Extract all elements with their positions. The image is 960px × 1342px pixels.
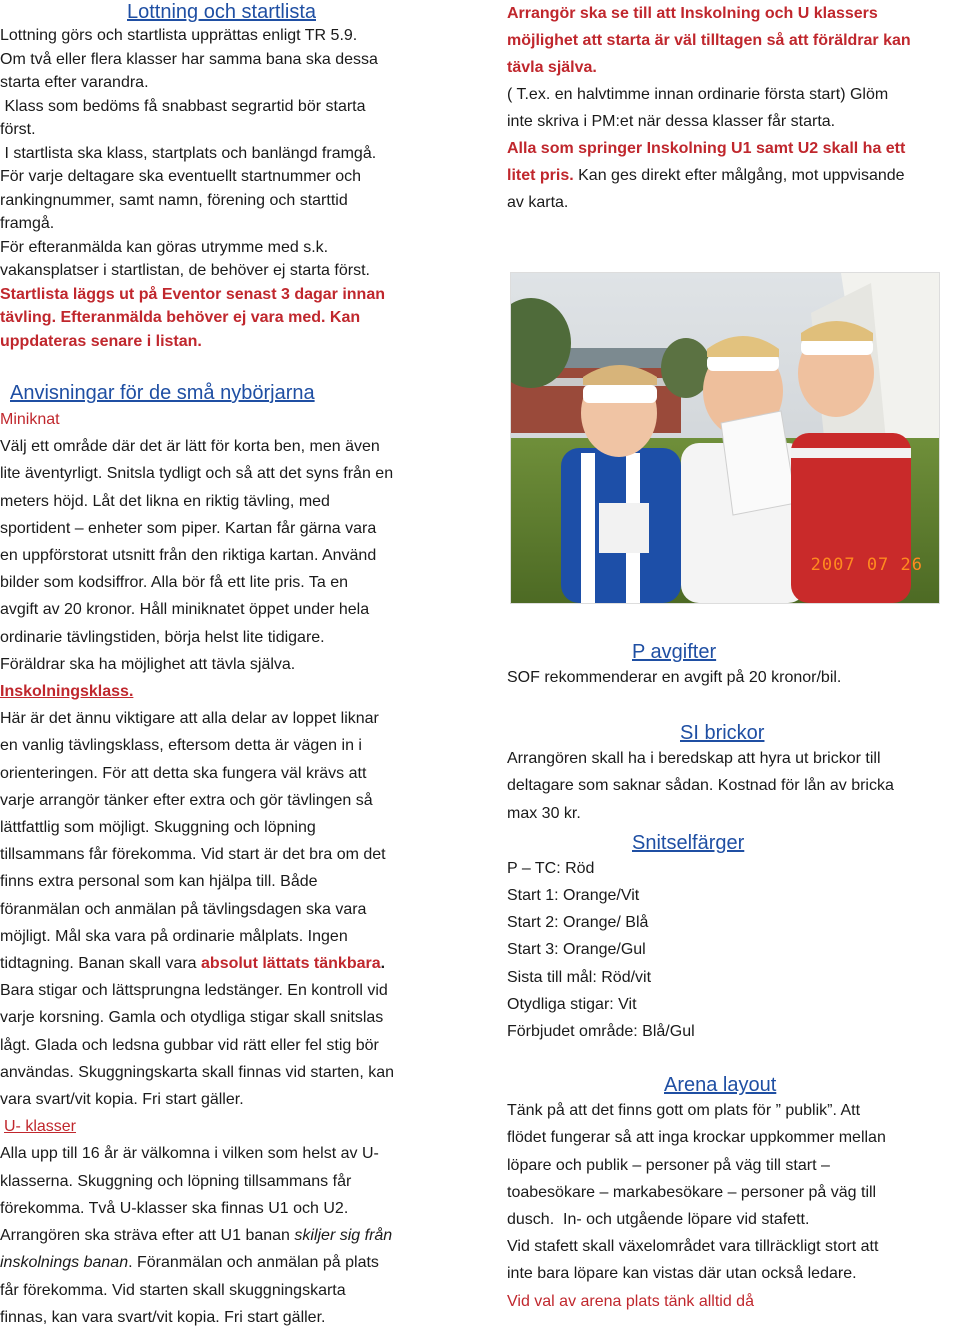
text-line: förekomma. Två U-klasser ska finnas U1 och U2. (0, 1199, 349, 1217)
red-text-line: Vid val av arena plats tänk alltid då (507, 1292, 754, 1310)
text-line: vara svart/vit kopia. Fri start gäller. (0, 1091, 244, 1109)
text-span: Kan ges direkt efter målgång, mot uppvisande (573, 167, 905, 184)
text-line: en vanlig tävlingsklass, eftersom detta är vägen in i (0, 737, 362, 755)
text-line: Föräldrar ska ha möjlighet att tävla själva. (0, 655, 296, 673)
text-span: tidtagning. Banan skall vara (0, 955, 202, 973)
text-line: inte skriva i PM:et när dessa klasser får starta. (507, 113, 836, 130)
text-line: framgå. (0, 215, 55, 232)
text-line: P – TC: Röd (507, 859, 595, 877)
heading-arena-layout: Arena layout (664, 1074, 777, 1097)
section-right-lower (507, 640, 957, 1315)
text-line-pris (507, 162, 957, 189)
text-span: . (380, 955, 386, 973)
section-si-brickor (507, 721, 957, 827)
text-line: Alla upp till 16 år är välkomna i vilken som helst av U- (0, 1145, 379, 1163)
text-line: Start 3: Orange/Gul (507, 941, 646, 959)
red-text-line: uppdateras senare i listan. (0, 332, 202, 350)
text-line: löpare och publik – personer på väg till start – (507, 1156, 830, 1174)
italic-span: skiljer sig från (294, 1227, 393, 1245)
text-line: lite äventyrligt. Snitsla tydligt och så att det syns från en (0, 465, 394, 483)
text-line: Välj ett område där det är lätt för korta ben, men även (0, 438, 380, 456)
text-line: Sista till mål: Röd/vit (507, 968, 652, 986)
text-line: tillsammans får förekomma. Vid start är det bra om det (0, 846, 386, 864)
lottning-body (0, 24, 385, 353)
text-line: Start 2: Orange/ Blå (507, 914, 649, 932)
text-line: SOF rekommenderar en avgift på 20 kronor/bil. (507, 669, 842, 686)
text-line: Här är det ännu viktigare att alla delar av loppet liknar (0, 710, 379, 728)
text-line: deltagare som saknar sådan. Kostnad för lån av bricka (507, 777, 894, 795)
text-line: inte bara löpare kan vistas där utan också ledare. (507, 1265, 857, 1283)
text-line: ( T.ex. en halvtimme innan ordinarie första start) Glöm (507, 86, 889, 103)
text-line: Bara stigar och lättsprungna ledstänger. En kontroll vid (0, 982, 388, 1000)
text-line: klasserna. Skuggning och löpning tillsammans får (0, 1172, 352, 1190)
subheading-u-klasser: U- klasser (4, 1118, 77, 1136)
heading-p-avgifter: P avgifter (632, 641, 717, 663)
text-line: finnas, kan vara svart/vit kopia. Fri start gäller. (0, 1308, 326, 1326)
heading-snitselfarger: Snitselfärger (632, 831, 745, 854)
section-snitselfarger (507, 831, 957, 1045)
text-line: Förbjudet område: Blå/Gul (507, 1023, 695, 1041)
text-line: lågt. Glada och ledsna gubbar vid rätt eller fel stig bör (0, 1036, 379, 1054)
text-line: får förekomma. Vid starten skall skuggningskarta (0, 1281, 346, 1299)
photo-illustration (511, 273, 939, 603)
photo-date-stamp: 2007 07 26 (810, 555, 923, 575)
text-line: avgift av 20 kronor. Håll miniknatet öppet under hela (0, 601, 370, 619)
heading-si-brickor: SI brickor (680, 722, 765, 745)
text-line: av karta. (507, 194, 569, 211)
text-span: Arrangören ska sträva efter att U1 banan (0, 1227, 295, 1245)
text-line: varje arrangör tänker efter extra och gör tävlingen så (0, 791, 373, 809)
section-anvisningar (0, 380, 470, 1331)
text-line: Klass som bedöms få snabbast segrartid bör starta (0, 97, 366, 115)
text-line-italic (0, 1249, 470, 1276)
text-line: lättfattlig som möjligt. Skuggning och löpning (0, 819, 316, 837)
text-line: Arrangören skall ha i beredskap att hyra ut brickor till (507, 750, 881, 768)
red-emphasis: litet pris. (507, 167, 574, 184)
text-line: Lottning görs och startlista upprättas enligt TR 5.9. (0, 27, 358, 44)
text-line: orienteringen. För att detta ska fungera väl krävs att (0, 764, 367, 782)
red-text-line: tävling. Efteranmälda behöver ej vara med. Kan (0, 309, 361, 326)
children-photo (510, 272, 940, 604)
section-p-avgifter (507, 640, 957, 691)
text-line: toabesökare – markabesökare – personer på väg till (507, 1183, 877, 1201)
text-line: en uppförstorat utsnitt från den riktiga kartan. Använd (0, 547, 377, 565)
text-line: föranmälan och anmälan på tävlingsdagen ska vara (0, 900, 367, 918)
red-text-line: Alla som springer Inskolning U1 samt U2 skall ha ett (507, 140, 906, 157)
text-line: starta efter varandra. (0, 74, 149, 91)
text-line: sportident – enheter som piper. Kartan får gärna vara (0, 519, 377, 537)
text-line: ordinarie tävlingstiden, börja helst lite tidigare. (0, 628, 325, 646)
text-line: I startlista ska klass, startplats och banlängd framgå. (0, 144, 377, 162)
text-line: Start 1: Orange/Vit (507, 887, 640, 905)
text-line: Om två eller flera klasser har samma bana ska dessa (0, 50, 378, 68)
text-line: användas. Skuggningskarta skall finnas vid starten, kan (0, 1063, 395, 1081)
text-line: max 30 kr. (507, 804, 581, 822)
section-right-top (507, 0, 957, 216)
red-text-line: möjlighet att starta är väl tilltagen så att föräldrar kan (507, 32, 911, 49)
text-line: Vid stafett skall växelområdet vara tillräckligt stort att (507, 1238, 879, 1256)
subheading-inskolning: Inskolningsklass. (0, 683, 134, 701)
text-line: För varje deltagare ska eventuellt startnummer och (0, 168, 362, 185)
text-line-banan (0, 950, 470, 977)
text-line: finns extra personal som kan hjälpa till. Både (0, 873, 318, 891)
text-line: först. (0, 121, 36, 138)
text-line: rankingnummer, samt namn, förening och starttid (0, 191, 348, 209)
red-emphasis: absolut lättats tänkbara (201, 955, 381, 973)
text-line: bilder som kodsiffror. Alla bör få ett lite pris. Ta en (0, 574, 349, 592)
red-text-line: tävla själva. (507, 59, 597, 76)
subheading-miniknat: Miniknat (0, 411, 60, 428)
text-line: varje korsning. Gamla och otydliga stigar skall snitslas (0, 1009, 384, 1027)
heading-anvisningar: Anvisningar för de små nybörjarna (10, 382, 315, 404)
text-line: Otydliga stigar: Vit (507, 995, 637, 1013)
text-line: meters höjd. Låt det likna en riktig tävling, med (0, 492, 330, 510)
section-arena-layout (507, 1073, 957, 1315)
red-text-line: Startlista läggs ut på Eventor senast 3 dagar innan (0, 285, 385, 303)
text-line: För efteranmälda kan göras utrymme med s.k. (0, 238, 329, 256)
text-line: möjligt. Mål ska vara på ordinarie målplats. Ingen (0, 927, 348, 945)
text-line: Tänk på att det finns gott om plats för ” publik”. Att (507, 1102, 861, 1120)
text-line: dusch. In- och utgående löpare vid stafett. (507, 1211, 810, 1229)
text-line: flödet fungerar så att inga krockar uppkommer mellan (507, 1129, 886, 1147)
text-span: . Föranmälan och anmälan på plats (128, 1254, 379, 1272)
italic-span: inskolnings banan (0, 1254, 129, 1272)
red-text-line: Arrangör ska se till att Inskolning och U klassers (507, 5, 878, 22)
heading-lottning: Lottning och startlista (127, 1, 316, 23)
text-line: vakansplatser i startlistan, de behöver ej starta först. (0, 262, 370, 279)
text-line-italic (0, 1222, 470, 1249)
